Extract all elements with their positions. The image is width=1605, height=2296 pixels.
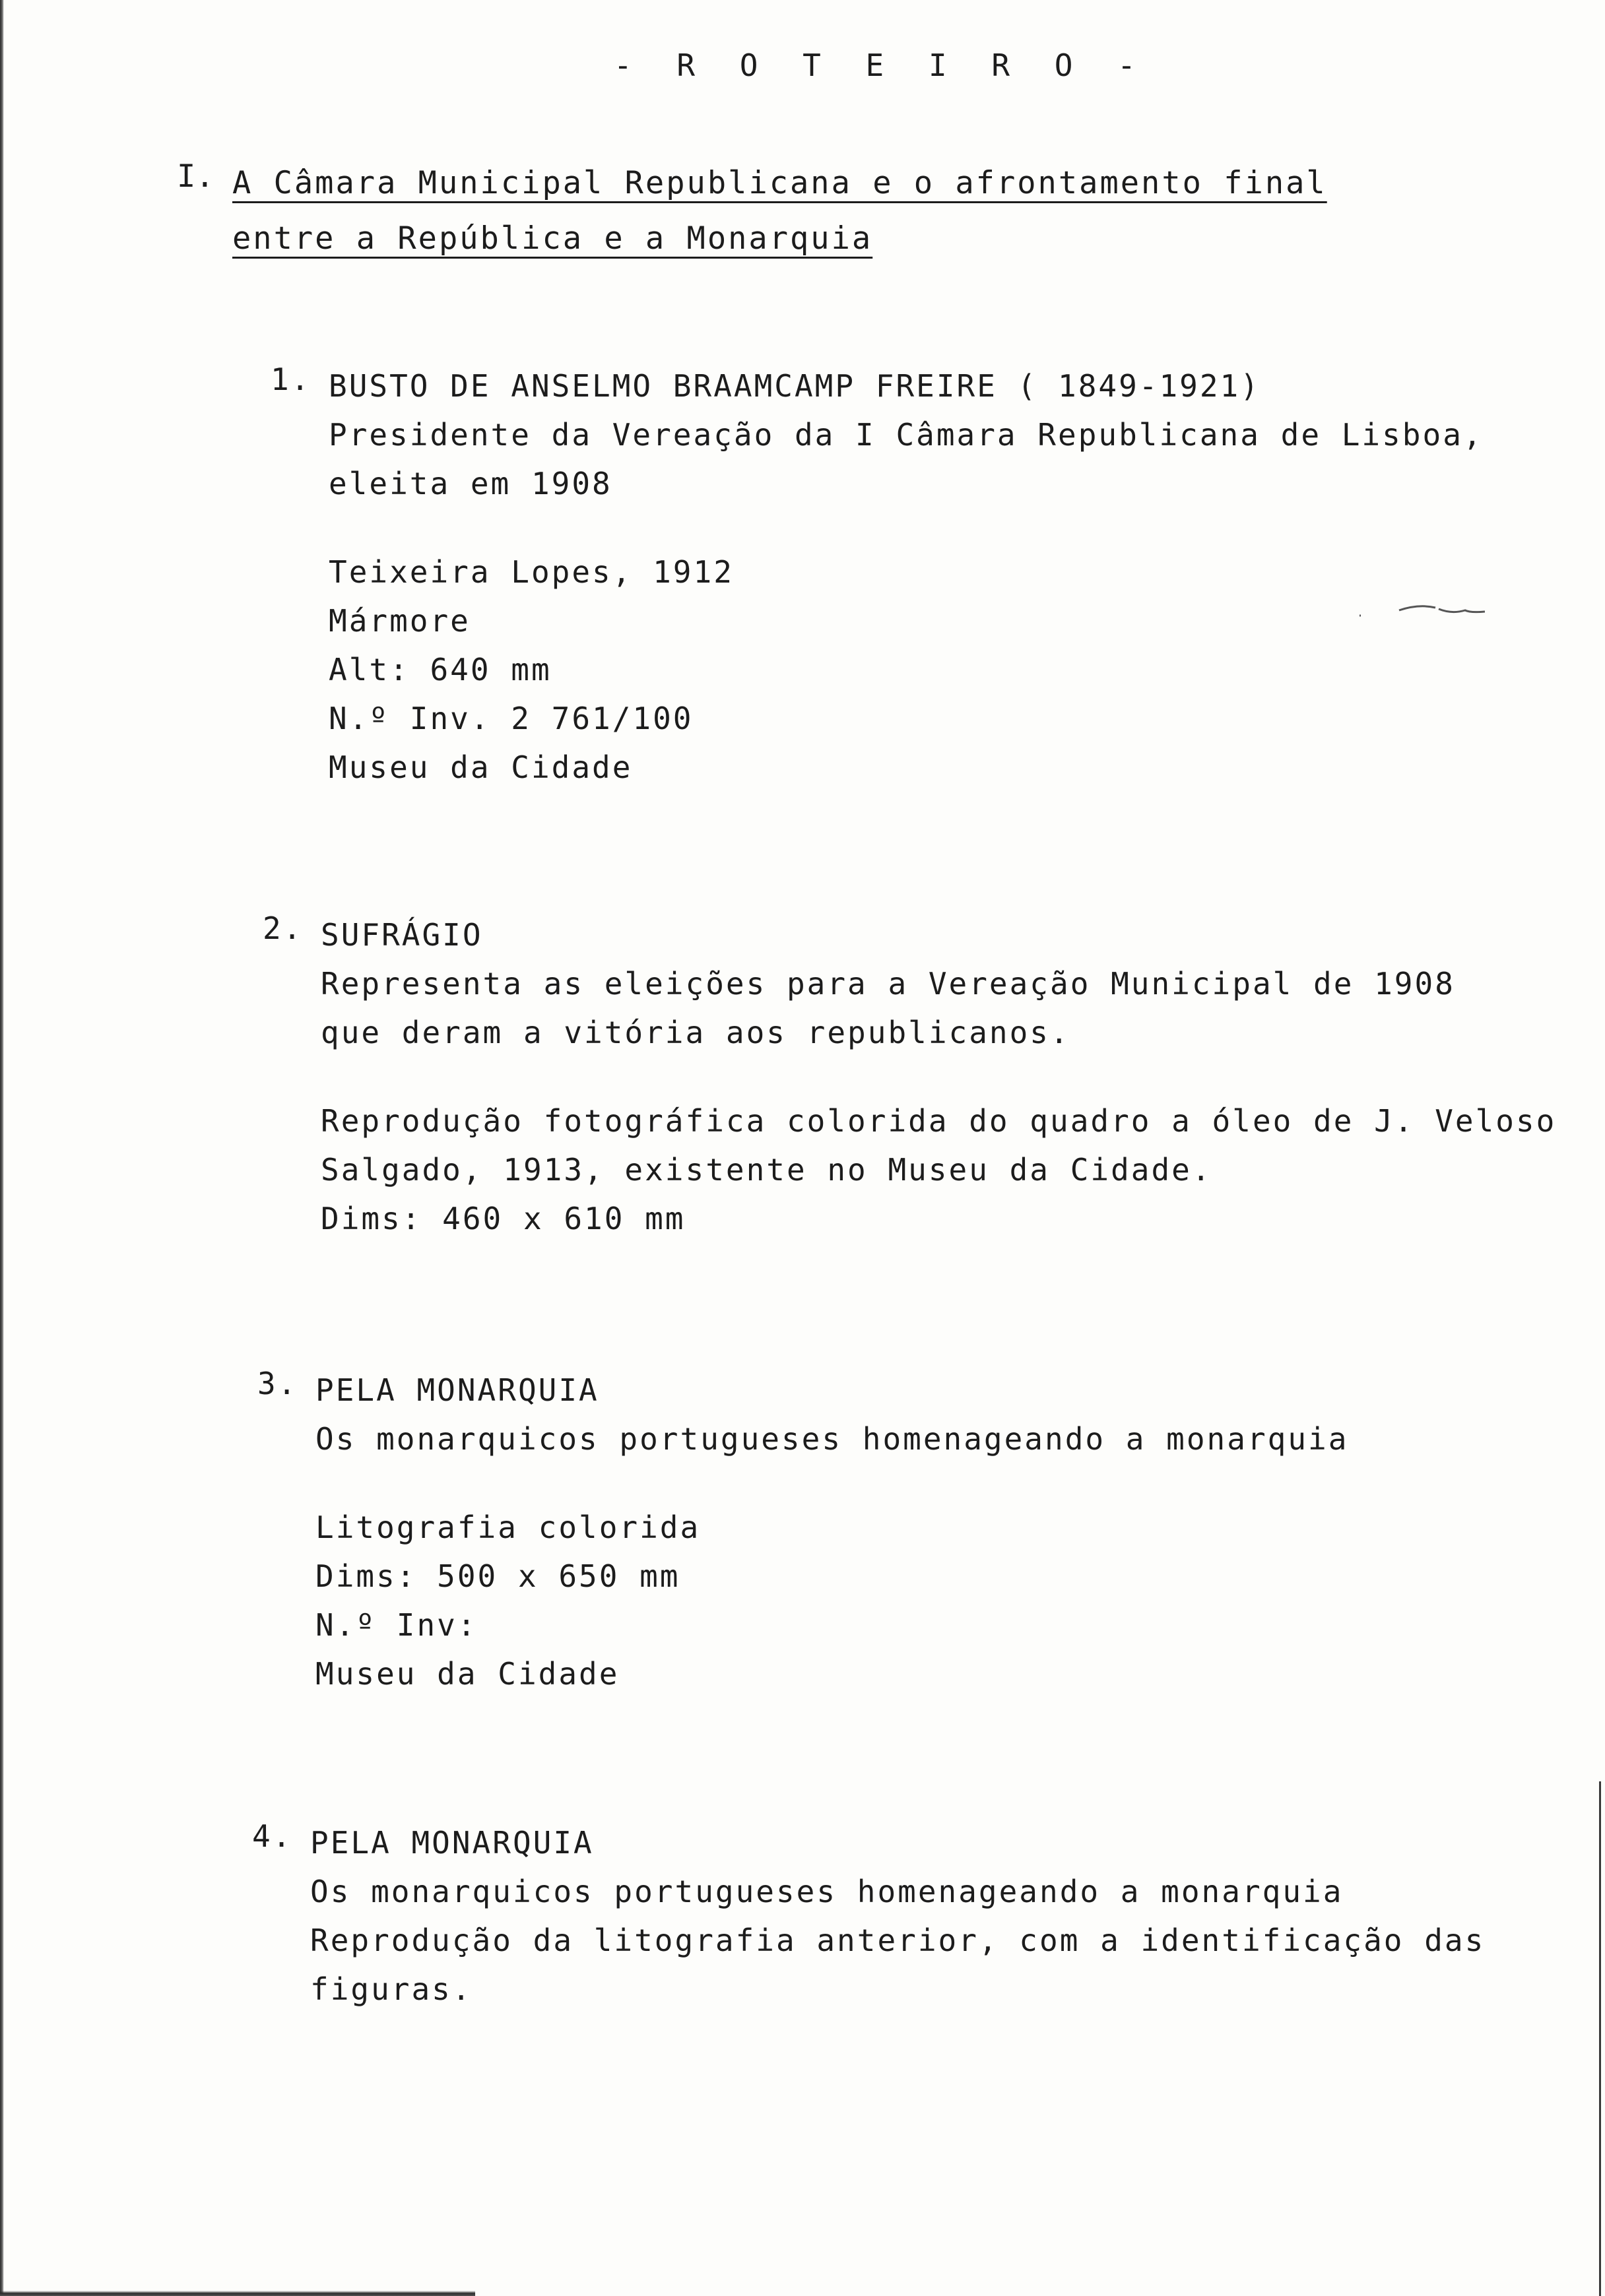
item-detail-line: N.º Inv: — [315, 1607, 478, 1643]
item-number: 1. — [271, 362, 311, 397]
item-detail-line: Reprodução fotográfica colorida do quadro a óleo de J. Veloso — [321, 1103, 1557, 1139]
item-detail-line: Salgado, 1913, existente no Museu da Cidade. — [321, 1152, 1212, 1188]
scan-edge-left — [0, 0, 4, 2296]
stray-pen-mark — [1353, 597, 1485, 623]
item-title: SUFRÁGIO — [321, 917, 483, 953]
item-detail-line: Museu da Cidade — [315, 1656, 620, 1692]
item-description-line: Os monarquicos portugueses homenageando a monarquia — [315, 1421, 1349, 1457]
item-description-line: que deram a vitória aos republicanos. — [321, 1015, 1070, 1050]
section-title — [232, 156, 1447, 267]
catalog-item-2 — [263, 910, 1557, 1243]
catalog-item-3 — [257, 1366, 1349, 1698]
page-heading: - R O T E I R O - — [614, 48, 1149, 83]
item-detail-line: Litografia colorida — [315, 1510, 701, 1545]
item-title: PELA MONARQUIA — [310, 1825, 594, 1861]
section-title-text: A Câmara Municipal Republicana e o afrontamento final entre a República e a Monarquia — [232, 165, 1327, 257]
item-description-line: figuras. — [310, 1971, 473, 2007]
catalog-item-4 — [252, 1818, 1486, 2014]
item-detail-line: Dims: 460 x 610 mm — [321, 1201, 686, 1236]
item-detail-line: N.º Inv. 2 761/100 — [329, 701, 694, 736]
item-detail-line: Teixeira Lopes, 1912 — [329, 554, 734, 590]
item-description-line: Presidente da Vereação da I Câmara Republicana de Lisboa, — [329, 417, 1484, 453]
scan-edge-bottom — [0, 2291, 475, 2296]
item-number: 2. — [263, 910, 304, 946]
item-detail-line: Dims: 500 x 650 mm — [315, 1558, 680, 1594]
item-number: 4. — [252, 1818, 293, 1854]
item-description-line: Representa as eleições para a Vereação Municipal de 1908 — [321, 966, 1455, 1002]
item-title: BUSTO DE ANSELMO BRAAMCAMP FREIRE ( 1849-1921) — [329, 368, 1261, 404]
item-title: PELA MONARQUIA — [315, 1372, 599, 1408]
item-detail-line: Mármore — [329, 603, 471, 639]
item-description-line: eleita em 1908 — [329, 466, 612, 501]
item-detail-line: Alt: 640 mm — [329, 652, 552, 687]
item-description-line: Os monarquicos portugueses homenageando a monarquia — [310, 1874, 1344, 1909]
item-number: 3. — [257, 1366, 298, 1401]
item-description-line: Reprodução da litografia anterior, com a identificação das — [310, 1923, 1486, 1958]
item-detail-line: Museu da Cidade — [329, 749, 633, 785]
catalog-item-1 — [271, 362, 1484, 792]
section-number: I. — [177, 158, 214, 195]
scan-edge-right — [1599, 1781, 1601, 2296]
